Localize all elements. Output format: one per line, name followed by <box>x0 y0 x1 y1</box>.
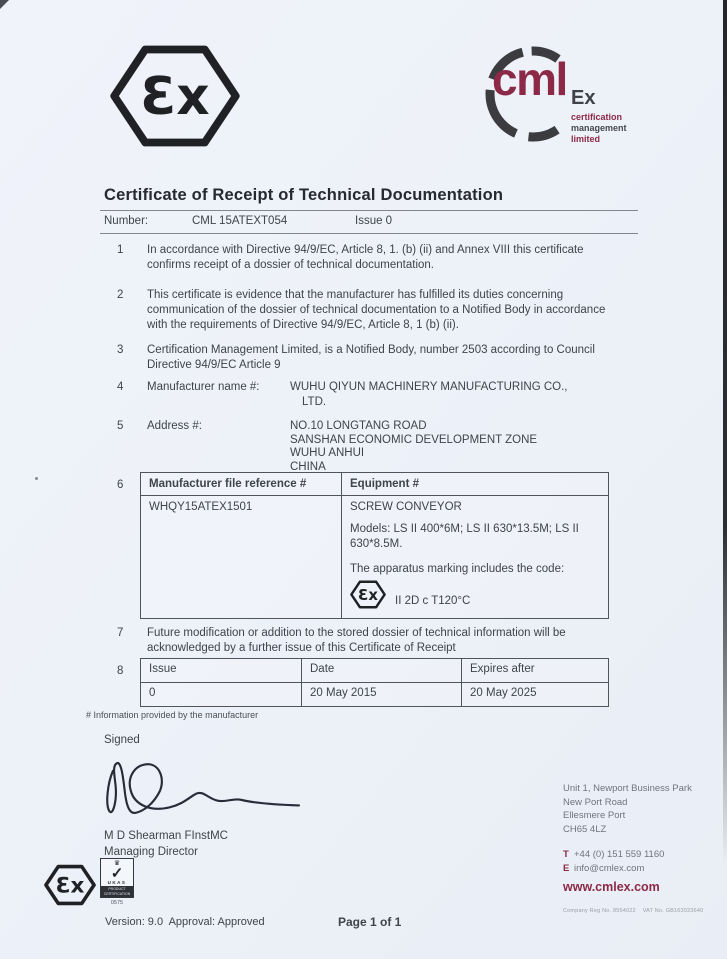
ukas-label: UKAS <box>107 880 127 885</box>
clause-number: 3 <box>117 344 124 356</box>
clause-number: 5 <box>117 420 124 432</box>
phone-number: +44 (0) 151 559 1160 <box>574 849 665 860</box>
address-line: CHINA <box>290 460 326 473</box>
signatory-name: M D Shearman FInstMC <box>104 830 228 842</box>
scan-artifact-dot <box>35 477 38 480</box>
number-label: Number: <box>104 215 149 227</box>
manufacturer-name-line2: LTD. <box>302 396 327 408</box>
signed-label: Signed <box>104 734 140 746</box>
equipment-details <box>341 496 608 618</box>
signatory-role: Managing Director <box>104 846 198 858</box>
atex-ex-hexagon-logo <box>108 43 242 149</box>
clause-number: 7 <box>117 627 124 639</box>
file-reference-value: WHQY15ATEX1501 <box>149 501 253 513</box>
equipment-table <box>140 472 609 619</box>
atex-ex-hexagon-footer-icon <box>44 864 96 906</box>
atex-ex-mark-glyph: Ɛx <box>55 873 85 899</box>
expires-value: 20 May 2025 <box>461 683 608 706</box>
cml-subtitle-management: management <box>571 123 627 133</box>
clause-number-8: 8 <box>117 665 124 677</box>
atex-ex-mark-glyph: Ɛx <box>140 67 210 128</box>
issue-table <box>140 658 609 707</box>
marking-code: II 2D c T120°C <box>395 595 471 607</box>
certificate-title: Certificate of Receipt of Technical Documentation <box>104 186 504 204</box>
address-label: Address #: <box>147 420 202 432</box>
page-number: Page 1 of 1 <box>338 915 402 929</box>
atex-ex-mark-glyph: Ɛx <box>358 585 378 604</box>
contact-address-line: Ellesmere Port <box>563 810 626 821</box>
marking-intro: The apparatus marking includes the code: <box>350 563 565 575</box>
date-value: 20 May 2015 <box>301 683 461 706</box>
version-approval-line: Version: 9.0 Approval: Approved <box>105 916 265 928</box>
clause-number: 4 <box>117 381 124 393</box>
checkmark-icon: ✓ <box>110 865 124 882</box>
cml-subtitle-limited: limited <box>571 134 601 144</box>
manufacturer-name-value <box>290 380 620 410</box>
issue-table-header <box>141 659 608 682</box>
email-row <box>563 862 723 876</box>
equipment-table-row <box>141 496 608 618</box>
number-rule <box>100 233 638 234</box>
clause-number: 2 <box>117 289 124 301</box>
issue-value: 0 <box>149 687 156 699</box>
contact-address-line: New Port Road <box>563 796 628 808</box>
clause-number: 1 <box>117 244 124 256</box>
manufacturer-name-line1: WUHU QIYUN MACHINERY MANUFACTURING CO., <box>290 381 568 393</box>
phone-row <box>563 848 723 862</box>
equipment-header: Equipment # <box>341 473 608 495</box>
ukas-subtitle: PRODUCT CERTIFICATION <box>101 886 133 897</box>
clause-3 <box>115 343 620 373</box>
equipment-name: SCREW CONVEYOR <box>350 501 462 513</box>
issue-header: Issue <box>149 663 177 675</box>
equipment-table-header <box>141 473 608 496</box>
clause-text: In accordance with Directive 94/9/EC, Article 8, 1. (b) (ii) and Annex VIII this certificate confirms receipt of a dossier of technical documentation. <box>147 244 584 271</box>
cml-ex-suffix: Ex <box>571 87 596 109</box>
certificate-number-row <box>0 215 727 233</box>
contact-address-line: Unit 1, Newport Business Park <box>563 783 692 794</box>
scan-edge-shadow <box>723 0 727 959</box>
manufacturer-name-label: Manufacturer name #: <box>147 381 260 393</box>
marking-row <box>350 580 600 609</box>
clause-7 <box>115 626 620 656</box>
file-reference-header: Manufacturer file reference # <box>149 478 307 490</box>
cml-ex-logo <box>470 32 695 152</box>
title-rule <box>100 210 638 211</box>
address-line: WUHU ANHUI <box>290 447 365 459</box>
clause-text: Certification Management Limited, is a Notified Body, number 2503 according to Council Directive 94/9/EC Article 9 <box>147 344 595 371</box>
signature-scribble <box>98 752 313 827</box>
ukas-accreditation-mark <box>100 858 134 906</box>
manufacturer-footnote: # Information provided by the manufacturer <box>86 710 259 720</box>
ukas-number: 0575 <box>110 900 124 906</box>
phone-label: T <box>563 849 569 860</box>
cml-wordmark: cml <box>492 53 567 105</box>
cml-subtitle-certification: certification <box>571 112 623 122</box>
atex-ex-hexagon-small-icon <box>350 580 386 609</box>
issue-number: Issue 0 <box>355 215 393 227</box>
contact-address-line: CH65 4LZ <box>563 823 607 835</box>
clause-number-6: 6 <box>117 479 124 491</box>
company-registration-line: Company Reg No. 8554022 VAT No. GB163023640 <box>563 907 704 914</box>
email-address: info@cmlex.com <box>574 862 645 874</box>
equipment-models: Models: LS II 400*6M; LS II 630*13.5M; LS II 630*8.5M. <box>350 523 579 550</box>
issue-table-row <box>141 682 608 706</box>
clause-text: This certificate is evidence that the manufacturer has fulfilled its duties concerning communication of the dossier of technical documentation to a Notified Body in accordance with the requirements of Directive 94/9/EC, Article 8, 1 (b) (ii). <box>147 289 606 331</box>
clause-text: Future modification or addition to the stored dossier of technical information will be acknowledged by a further issue of this Certificate of Receipt <box>147 627 566 654</box>
address-value <box>290 420 620 474</box>
ukas-box <box>100 858 134 898</box>
website-url: www.cmlex.com <box>563 880 660 894</box>
scan-corner-smudge <box>0 0 9 9</box>
address-line: SANSHAN ECONOMIC DEVELOPMENT ZONE <box>290 433 538 446</box>
email-label: E <box>563 862 570 874</box>
contact-block <box>563 782 723 918</box>
date-header: Date <box>301 659 461 682</box>
address-line: NO.10 LONGTANG ROAD <box>290 420 427 432</box>
clause-1 <box>115 243 620 273</box>
expires-header: Expires after <box>461 659 608 682</box>
certificate-number: CML 15ATEXT054 <box>192 215 288 227</box>
clause-2 <box>115 288 620 333</box>
crown-icon: ♛ <box>113 860 121 867</box>
